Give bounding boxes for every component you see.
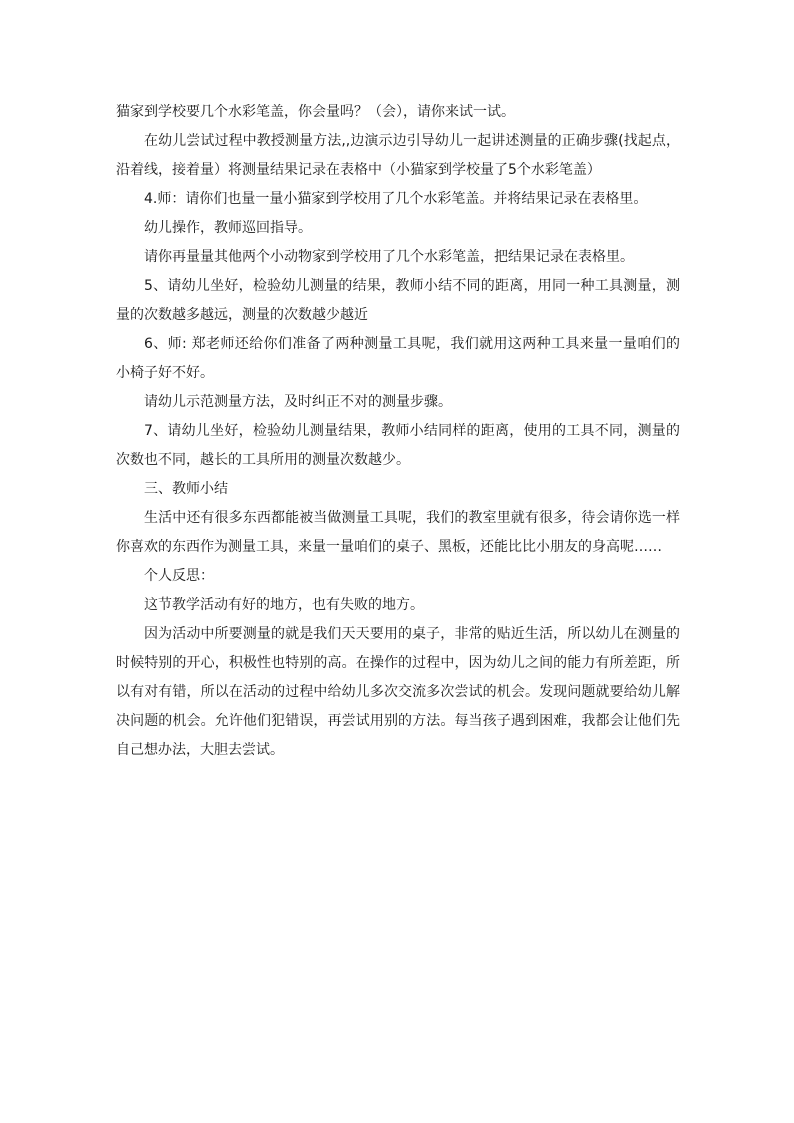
paragraph-reflection-body: 因为活动中所要测量的就是我们天天要用的桌子，非常的贴近生活，所以幼儿在测量的时候特别的开心，积极性也特别的高。在操作的过程中，因为幼儿之间的能力有所差距，所以有对有错，所以在活动的过程中给幼儿多次交流多次尝试的机会。发现问题就要给幼儿解决问题的机会。允许他们犯错误，再尝试用别的方法。每当孩子遇到困难，我都会让他们先自己想办法，大胆去尝试。 bbox=[116, 626, 680, 758]
section-heading-teacher-summary: 三、教师小结 bbox=[144, 481, 228, 497]
section-heading-reflection: 个人反思： bbox=[144, 568, 214, 584]
paragraph-step-6: 6、师: 郑老师还给你们准备了两种测量工具呢，我们就用这两种工具来量一量咱们的小椅子好不好。 bbox=[116, 336, 680, 381]
paragraph-step-4: 4.师：请你们也量一量小猫家到学校用了几个水彩笔盖。并将结果记录在表格里。 bbox=[144, 191, 648, 207]
document-page bbox=[116, 98, 680, 765]
paragraph-measure-others: 请你再量量其他两个小动物家到学校用了几个水彩笔盖，把结果记录在表格里。 bbox=[144, 249, 634, 265]
paragraph-step-5: 5、请幼儿坐好，检验幼儿测量的结果，教师小结不同的距离，用同一种工具测量，测量的次数越多越远，测量的次数越少越近 bbox=[116, 278, 680, 323]
paragraph-step-7: 7、请幼儿坐好，检验幼儿测量结果，教师小结同样的距离，使用的工具不同，测量的次数也不同，越长的工具所用的测量次数越少。 bbox=[116, 423, 680, 468]
paragraph-continuation: 猫家到学校要几个水彩笔盖，你会量吗？（会），请你来试一试。 bbox=[116, 104, 515, 120]
paragraph-measurement-method: 在幼儿尝试过程中教授测量方法,,边演示边引导幼儿一起讲述测量的正确步骤(找起点，沿着线，接着量）将测量结果记录在表格中（小猫家到学校量了5个水彩笔盖） bbox=[116, 133, 680, 178]
paragraph-reflection-intro: 这节教学活动有好的地方，也有失败的地方。 bbox=[144, 597, 424, 613]
paragraph-summary: 生活中还有很多东西都能被当做测量工具呢，我们的教室里就有很多，待会请你选一样你喜欢的东西作为测量工具，来量一量咱们的桌子、黑板，还能比比小朋友的身高呢…… bbox=[116, 510, 680, 555]
paragraph-children-operate: 幼儿操作，教师巡回指导。 bbox=[144, 220, 312, 236]
paragraph-demonstrate: 请幼儿示范测量方法，及时纠正不对的测量步骤。 bbox=[144, 394, 452, 410]
